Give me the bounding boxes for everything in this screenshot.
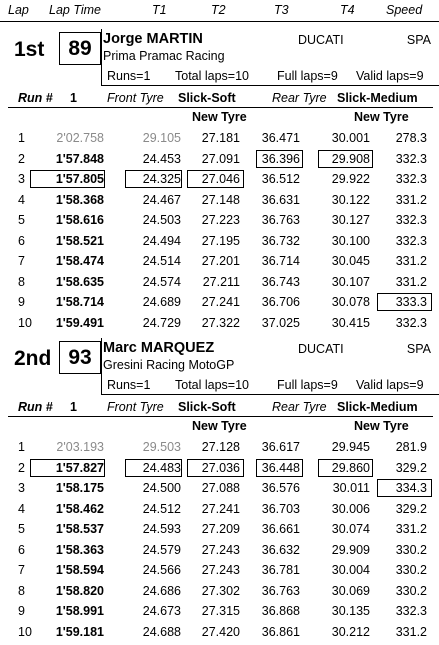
header-t3: T3 (274, 3, 289, 17)
sector-4-time: 30.127 (331, 213, 370, 227)
table-row (0, 479, 439, 500)
stat-full-laps: Full laps=9 (277, 69, 338, 83)
top-speed: 330.2 (395, 542, 427, 557)
top-speed: 330.2 (395, 583, 427, 598)
sector-4-time: 30.074 (331, 522, 370, 536)
lap-number: 6 (18, 542, 25, 557)
divider (101, 85, 439, 86)
lap-time: 1'57.805 (55, 172, 104, 186)
lap-time: 1'57.827 (55, 460, 104, 475)
sector-3-time: 36.576 (261, 481, 300, 495)
lap-time: 1'57.848 (55, 151, 104, 166)
lap-time: 1'58.363 (55, 542, 104, 557)
sector-2-time: 27.088 (201, 481, 240, 495)
sector-3-time: 36.396 (261, 151, 300, 166)
table-row (0, 293, 439, 314)
top-speed: 329.2 (395, 501, 427, 516)
sector-3-time: 36.861 (261, 624, 300, 639)
rider-number: 93 (59, 341, 101, 374)
lap-time: 1'58.594 (55, 563, 104, 577)
sector-4-time: 30.135 (331, 604, 370, 618)
front-tyre-label: Front Tyre (107, 400, 164, 414)
table-row (0, 602, 439, 623)
front-tyre-value: Slick-Soft (178, 400, 236, 414)
header-divider (0, 21, 439, 22)
divider (101, 338, 102, 394)
top-speed: 331.2 (395, 624, 427, 639)
table-row (0, 314, 439, 335)
sector-1-time: 24.688 (142, 624, 181, 639)
lap-time: 1'59.181 (55, 624, 104, 639)
table-row (0, 170, 439, 191)
lap-number: 7 (18, 254, 25, 268)
sector-3-time: 36.512 (261, 172, 300, 186)
lap-number: 8 (18, 274, 25, 289)
sector-3-time: 36.763 (261, 583, 300, 598)
lap-number: 10 (18, 315, 32, 330)
top-speed: 331.2 (395, 522, 427, 536)
header-lap-time: Lap Time (49, 3, 101, 17)
rear-tyre-value: Slick-Medium (337, 400, 418, 414)
front-tyre-new: New Tyre (192, 110, 247, 124)
top-speed: 278.3 (395, 131, 427, 145)
top-speed: 332.3 (395, 315, 427, 330)
sector-4-time: 30.006 (331, 501, 370, 516)
sector-2-time: 27.046 (201, 172, 240, 186)
sector-4-time: 30.212 (331, 624, 370, 639)
sector-4-time: 29.945 (331, 440, 370, 454)
top-speed: 330.2 (395, 563, 427, 577)
front-tyre-value: Slick-Soft (178, 91, 236, 105)
table-row (0, 273, 439, 294)
sector-3-time: 36.632 (261, 542, 300, 557)
lap-number: 2 (18, 460, 25, 475)
lap-number: 3 (18, 172, 25, 186)
lap-time: 1'58.635 (55, 274, 104, 289)
lap-number: 1 (18, 440, 25, 454)
sector-2-time: 27.036 (201, 460, 240, 475)
rider-team: Prima Pramac Racing (103, 49, 225, 63)
run-label: Run # (18, 400, 53, 414)
sector-1-time: 24.574 (142, 274, 181, 289)
sector-2-time: 27.420 (201, 624, 240, 639)
lap-time: 1'59.491 (55, 315, 104, 330)
table-row (0, 520, 439, 541)
sector-4-time: 30.100 (331, 233, 370, 248)
sector-3-time: 36.661 (261, 522, 300, 536)
front-tyre-new: New Tyre (192, 419, 247, 433)
sector-4-time: 29.922 (331, 172, 370, 186)
sector-2-time: 27.322 (201, 315, 240, 330)
lap-time: 1'58.537 (55, 522, 104, 536)
sector-3-time: 36.868 (261, 604, 300, 618)
lap-time: 1'58.474 (55, 254, 104, 268)
top-speed: 331.2 (395, 254, 427, 268)
lap-time: 1'58.175 (55, 481, 104, 495)
lap-number: 6 (18, 233, 25, 248)
sector-3-time: 36.706 (261, 295, 300, 309)
table-row (0, 459, 439, 480)
sector-3-time: 36.703 (261, 501, 300, 516)
rider-block-1 (0, 29, 439, 336)
lap-time: 1'58.462 (55, 501, 104, 516)
stat-full-laps: Full laps=9 (277, 378, 338, 392)
table-row (0, 500, 439, 521)
top-speed: 333.3 (395, 295, 427, 309)
lap-number: 4 (18, 192, 25, 207)
divider (101, 394, 439, 395)
run-label: Run # (18, 91, 53, 105)
stat-runs: Runs=1 (107, 69, 151, 83)
lap-number: 5 (18, 213, 25, 227)
sector-3-time: 36.448 (261, 460, 300, 475)
table-row (0, 252, 439, 273)
rear-tyre-value: Slick-Medium (337, 91, 418, 105)
rider-name: Marc MARQUEZ (103, 340, 215, 356)
rider-position: 1st (14, 38, 45, 61)
sector-3-time: 36.743 (261, 274, 300, 289)
table-row (0, 129, 439, 150)
top-speed: 332.3 (395, 233, 427, 248)
lap-time: 2'02.758 (56, 131, 104, 145)
top-speed: 331.2 (395, 192, 427, 207)
sector-2-time: 27.211 (202, 274, 240, 289)
sector-3-time: 36.617 (261, 440, 300, 454)
lap-number: 9 (18, 604, 25, 618)
run-number: 1 (70, 91, 77, 105)
lap-number: 7 (18, 563, 25, 577)
sector-1-time: 24.500 (142, 481, 181, 495)
sector-4-time: 30.001 (331, 131, 370, 145)
stat-total-laps: Total laps=10 (175, 69, 250, 83)
run-number: 1 (70, 400, 77, 414)
table-row (0, 561, 439, 582)
lap-number: 9 (18, 295, 25, 309)
lap-number: 10 (18, 624, 32, 639)
lap-table (0, 438, 439, 643)
sector-3-time: 37.025 (261, 315, 300, 330)
table-row (0, 541, 439, 562)
sector-1-time: 29.105 (142, 131, 181, 145)
column-header (0, 2, 439, 22)
sector-1-time: 24.494 (142, 233, 181, 248)
sector-4-time: 30.107 (331, 274, 370, 289)
lap-number: 8 (18, 583, 25, 598)
sector-4-time: 30.078 (331, 295, 370, 309)
sector-1-time: 24.593 (142, 522, 181, 536)
sector-1-time: 24.729 (142, 315, 181, 330)
top-speed: 332.3 (395, 172, 427, 186)
sector-3-time: 36.631 (261, 192, 300, 207)
rider-number: 89 (59, 32, 101, 65)
stat-runs: Runs=1 (107, 378, 151, 392)
rear-tyre-new: New Tyre (354, 419, 409, 433)
sector-2-time: 27.091 (201, 151, 240, 166)
lap-time: 1'58.991 (55, 604, 104, 618)
rider-manufacturer: DUCATI (298, 342, 344, 356)
sector-3-time: 36.763 (261, 213, 300, 227)
rider-manufacturer: DUCATI (298, 33, 344, 47)
sector-1-time: 24.512 (142, 501, 181, 516)
sector-1-time: 24.686 (142, 583, 181, 598)
sector-4-time: 29.860 (331, 460, 370, 475)
lap-time: 1'58.820 (55, 583, 104, 598)
lap-number: 1 (18, 131, 25, 145)
lap-number: 3 (18, 481, 25, 495)
divider (8, 416, 433, 417)
rear-tyre-label: Rear Tyre (272, 400, 327, 414)
sector-2-time: 27.181 (201, 131, 240, 145)
rider-nation: SPA (406, 342, 431, 356)
top-speed: 334.3 (395, 481, 427, 495)
sector-2-time: 27.315 (201, 604, 240, 618)
sector-1-time: 29.503 (142, 440, 181, 454)
rear-tyre-label: Rear Tyre (272, 91, 327, 105)
sector-3-time: 36.732 (261, 233, 300, 248)
sector-4-time: 30.045 (331, 254, 370, 268)
sector-1-time: 24.453 (142, 151, 181, 166)
lap-number: 4 (18, 501, 25, 516)
lap-time: 2'03.193 (56, 440, 104, 454)
sector-1-time: 24.514 (142, 254, 181, 268)
stat-total-laps: Total laps=10 (175, 378, 250, 392)
sector-2-time: 27.302 (201, 583, 240, 598)
sector-1-time: 24.579 (142, 542, 181, 557)
header-t1: T1 (152, 3, 167, 17)
sector-2-time: 27.243 (201, 542, 240, 557)
header-lap: Lap (8, 3, 29, 17)
divider (8, 107, 433, 108)
table-row (0, 211, 439, 232)
table-row (0, 150, 439, 171)
table-row (0, 232, 439, 253)
sector-4-time: 30.415 (331, 315, 370, 330)
sector-4-time: 30.004 (331, 563, 370, 577)
sector-2-time: 27.209 (201, 522, 240, 536)
sector-4-time: 29.909 (331, 542, 370, 557)
stat-valid-laps: Valid laps=9 (356, 378, 424, 392)
sector-3-time: 36.781 (261, 563, 300, 577)
rider-name: Jorge MARTIN (103, 31, 203, 47)
sector-4-time: 29.908 (331, 151, 370, 166)
lap-number: 2 (18, 151, 25, 166)
sector-4-time: 30.011 (332, 481, 370, 495)
header-t2: T2 (211, 3, 226, 17)
sector-2-time: 27.243 (201, 563, 240, 577)
rear-tyre-new: New Tyre (354, 110, 409, 124)
sector-2-time: 27.223 (201, 213, 240, 227)
sector-1-time: 24.467 (142, 192, 181, 207)
lap-time: 1'58.616 (55, 213, 104, 227)
top-speed: 332.3 (395, 151, 427, 166)
sector-2-time: 27.241 (201, 501, 240, 516)
sector-2-time: 27.201 (201, 254, 240, 268)
sector-3-time: 36.471 (261, 131, 300, 145)
table-row (0, 191, 439, 212)
lap-number: 5 (18, 522, 25, 536)
sector-4-time: 30.122 (331, 192, 370, 207)
sector-1-time: 24.689 (142, 295, 181, 309)
sector-3-time: 36.714 (261, 254, 300, 268)
lap-table (0, 129, 439, 334)
lap-time: 1'58.714 (55, 295, 104, 309)
sector-1-time: 24.673 (142, 604, 181, 618)
sector-1-time: 24.566 (142, 563, 181, 577)
sector-1-time: 24.483 (142, 460, 181, 475)
table-row (0, 582, 439, 603)
sector-2-time: 27.195 (201, 233, 240, 248)
rider-block-2 (0, 338, 439, 645)
table-row (0, 438, 439, 459)
rider-nation: SPA (406, 33, 431, 47)
top-speed: 331.2 (395, 274, 427, 289)
top-speed: 332.3 (395, 604, 427, 618)
sector-2-time: 27.241 (201, 295, 240, 309)
stat-valid-laps: Valid laps=9 (356, 69, 424, 83)
sector-2-time: 27.128 (201, 440, 240, 454)
rider-team: Gresini Racing MotoGP (103, 358, 235, 372)
header-speed: Speed (386, 3, 423, 17)
top-speed: 332.3 (395, 213, 427, 227)
divider (101, 29, 102, 85)
top-speed: 329.2 (395, 460, 427, 475)
sector-4-time: 30.069 (331, 583, 370, 598)
sector-2-time: 27.148 (201, 192, 240, 207)
rider-position: 2nd (14, 347, 52, 370)
top-speed: 281.9 (395, 440, 427, 454)
front-tyre-label: Front Tyre (107, 91, 164, 105)
table-row (0, 623, 439, 644)
lap-time: 1'58.368 (55, 192, 104, 207)
sector-1-time: 24.503 (142, 213, 181, 227)
sector-1-time: 24.325 (142, 172, 181, 186)
header-t4: T4 (340, 3, 355, 17)
lap-time: 1'58.521 (55, 233, 104, 248)
